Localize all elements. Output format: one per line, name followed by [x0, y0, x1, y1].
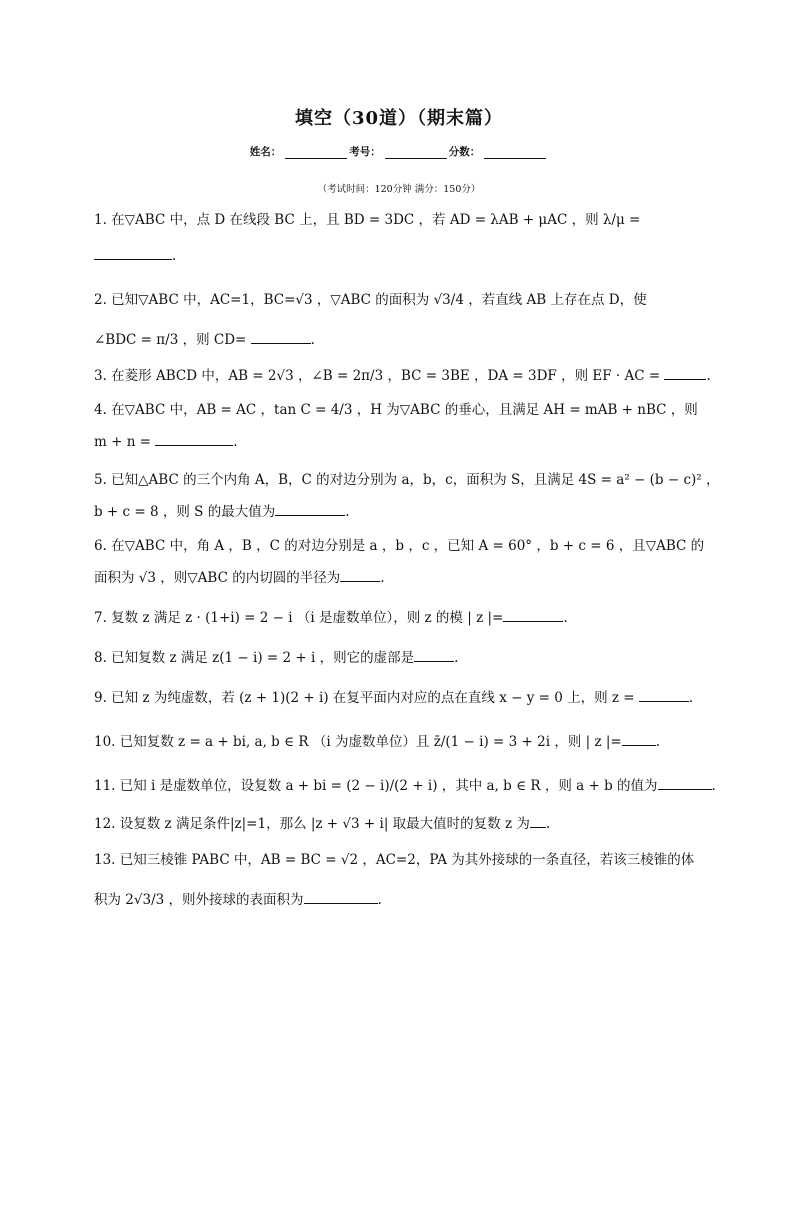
- question-6-line-1: 6. 在▽ABC 中，角 A ，B ，C 的对边分别是 a ，b ，c ，已知 A = 60° ，b + c = 6 ，且▽ABC 的: [94, 538, 705, 554]
- answer-blank-9[interactable]: [639, 687, 689, 702]
- answer-blank-1[interactable]: [94, 245, 172, 260]
- question-7: [94, 607, 704, 629]
- question-2-line-1: 2. 已知▽ABC 中，AC=1，BC=√3 ，▽ABC 的面积为 √3/4 ，若直线 AB 上存在点 D，使: [94, 292, 647, 308]
- answer-blank-3[interactable]: [664, 365, 706, 380]
- question-12-line-1: 12. 设复数 z 满足条件|z|=1，那么 |z + √3 + i| 取最大值时的复数 z 为 .: [94, 813, 704, 835]
- question-4-line-1: 4. 在▽ABC 中，AB = AC ，tan C = 4/3 ，H 为▽ABC 的垂心，且满足 AH = mAB + nBC ，则: [94, 402, 698, 418]
- name-blank[interactable]: [285, 148, 347, 159]
- question-10: [94, 731, 704, 753]
- question-10-line-1: 10. 已知复数 z = a + bi, a, b ∈ R （i 为虚数单位）且 z̄/(1 − i) = 3 + 2i ，则 | z |= .: [94, 731, 704, 753]
- question-12: [94, 813, 704, 835]
- question-13-line-1: 13. 已知三棱锥 PABC 中，AB = BC = √2 ，AC=2，PA 为其外接球的一条直径，若该三棱锥的体: [94, 852, 695, 868]
- question-2-line-2: ∠BDC = π/3 ，则 CD= .: [94, 329, 704, 351]
- score-blank[interactable]: [484, 148, 546, 159]
- answer-blank-11[interactable]: [658, 775, 712, 790]
- score-label: 分数：: [448, 146, 481, 158]
- exam-info: （考试时间：120分钟 满分：150分）: [317, 184, 481, 195]
- question-3-line-1: 3. 在菱形 ABCD 中，AB = 2√3 ，∠B = 2π/3 ，BC = 3BE ，DA = 3DF ，则 EF · AC = .: [94, 365, 704, 387]
- exam-no-label: 考号：: [349, 146, 381, 158]
- answer-blank-7[interactable]: [503, 607, 563, 622]
- question-list: [94, 209, 720, 911]
- question-5: [94, 469, 720, 523]
- question-13: [94, 849, 704, 911]
- question-6-line-2: 面积为 √3 ，则▽ABC 的内切圆的半径为 .: [94, 567, 704, 589]
- question-1-line-2: .: [94, 245, 704, 267]
- question-11: [94, 775, 716, 797]
- answer-blank-8[interactable]: [414, 647, 454, 662]
- question-3: [94, 365, 711, 387]
- question-8-line-1: 8. 已知复数 z 满足 z(1 − i) = 2 + i ，则它的虚部是 .: [94, 647, 704, 669]
- question-13-line-2: 积为 2√3/3 ，则外接球的表面积为 .: [94, 889, 704, 911]
- answer-blank-6[interactable]: [340, 567, 380, 582]
- question-6: [94, 535, 704, 589]
- question-5-line-2: b + c = 8 ，则 S 的最大值为 .: [94, 501, 704, 523]
- question-1-line-1: 1. 在▽ABC 中，点 D 在线段 BC 上，且 BD = 3DC ，若 AD = λAB + μAC ，则 λ/μ =: [94, 212, 641, 228]
- question-5-line-1: 5. 已知△ABC 的三个内角 A，B，C 的对边分别为 a，b，c，面积为 S，且满足 4S = a² − (b − c)² ，: [94, 472, 720, 488]
- answer-blank-10[interactable]: [622, 731, 656, 746]
- answer-blank-5[interactable]: [275, 501, 345, 516]
- question-2: [94, 289, 704, 351]
- question-7-line-1: 7. 复数 z 满足 z · (1+i) = 2 − i （i 是虚数单位），则 z 的模 | z |= .: [94, 607, 704, 629]
- answer-blank-2[interactable]: [251, 329, 311, 344]
- question-4-line-2: m + n = .: [94, 431, 704, 453]
- answer-blank-4[interactable]: [155, 431, 233, 446]
- question-9-line-1: 9. 已知 z 为纯虚数，若 (z + 1)(2 + i) 在复平面内对应的点在直线 x − y = 0 上，则 z = .: [94, 687, 704, 709]
- answer-blank-12[interactable]: [530, 813, 546, 828]
- page-title: 填空（30道）（期末篇）: [294, 108, 504, 129]
- answer-blank-13[interactable]: [304, 889, 378, 904]
- exam-no-blank[interactable]: [385, 148, 447, 159]
- question-4: [94, 399, 704, 453]
- question-11-line-1: 11. 已知 i 是虚数单位，设复数 a + bi = (2 − i)/(2 + i) ，其中 a, b ∈ R ，则 a + b 的值为 .: [94, 775, 704, 797]
- question-1: [94, 209, 704, 267]
- name-label: 姓名：: [249, 146, 282, 158]
- question-9: [94, 687, 704, 709]
- question-8: [94, 647, 704, 669]
- document-page: [0, 104, 794, 1227]
- student-info-row: [94, 144, 704, 159]
